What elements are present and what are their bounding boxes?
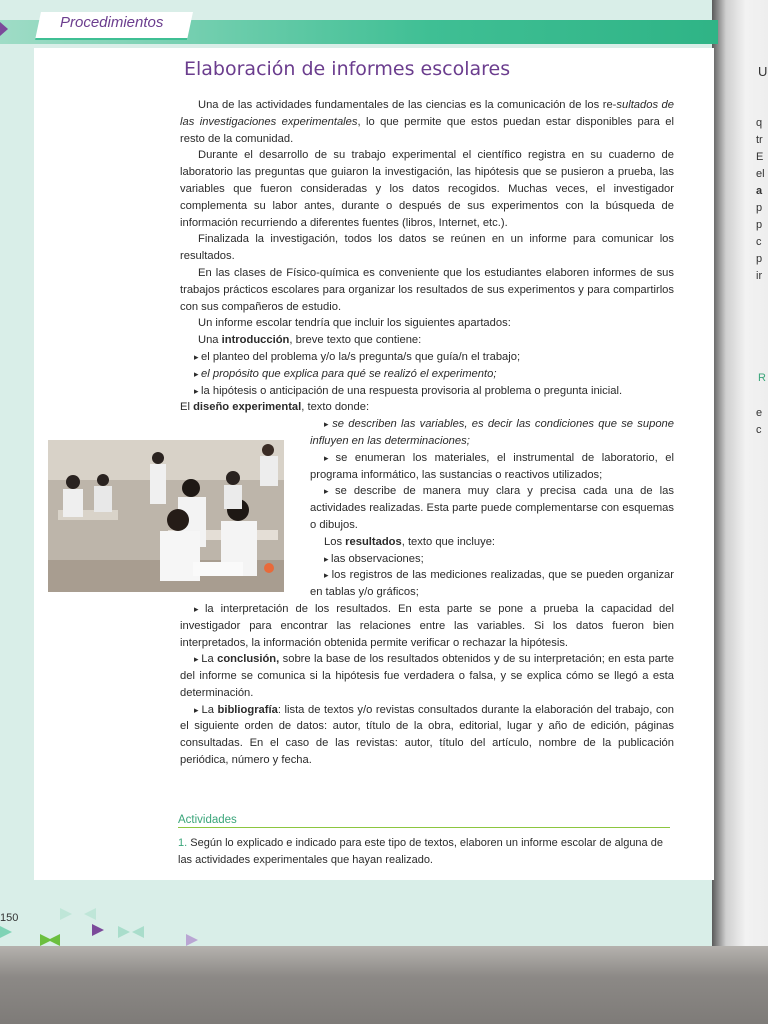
- list-item: ▸ el planteo del problema y/o la/s pregunta/s que guía/n el trabajo;: [180, 349, 674, 366]
- adjacent-letter: a: [756, 185, 763, 197]
- paragraph: Una de las actividades fundamentales de las ciencias es la comunicación de los re-sultados de las investigaciones experimentales, lo que permite que estos puedan estar disponibles para el resto de la comunidad.: [180, 99, 674, 145]
- activity-number: 1.: [178, 837, 188, 849]
- adjacent-letter: U: [758, 64, 768, 79]
- activities-title: Actividades: [178, 814, 670, 828]
- adjacent-letter: c: [756, 236, 762, 248]
- adjacent-letter: e: [756, 407, 763, 419]
- paragraph: Un informe escolar tendría que incluir los siguientes apartados:: [198, 317, 511, 330]
- adjacent-letter: tr: [756, 134, 763, 146]
- adjacent-letter: E: [756, 151, 764, 163]
- adjacent-page-edge: [712, 0, 768, 950]
- conclusion-item: ▸ La conclusión, sobre la base de los resultados obtenidos y de su interpretación; en esta parte del informe se comunica si la hipótesis fue verdadera o falsa, y se explica cómo se llegó a esta determinación.: [180, 651, 674, 701]
- paragraph: Finalizada la investigación, todos los datos se reúnen en un informe para comunicar los resultados.: [180, 233, 674, 263]
- list-item: ▸ los registros de las mediciones realizadas, que se pueden organizar en tablas y/o gráficos;: [310, 567, 674, 601]
- page-title: Elaboración de informes escolares: [184, 58, 511, 80]
- results-heading: Los resultados, texto que incluye:: [324, 535, 496, 548]
- adjacent-letter: c: [756, 424, 762, 436]
- list-item: ▸ se describen las variables, es decir las condiciones que se supone influyen en las determinaciones;: [310, 416, 674, 450]
- list-item: ▸ se enumeran los materiales, el instrumental de laboratorio, el programa informático, las sustancias o reactivos utilizados;: [310, 450, 674, 484]
- list-item: ▸ se describe de manera muy clara y precisa cada una de las actividades realizadas. Esta parte puede complementarse con esquemas o dibujos.: [310, 483, 674, 533]
- activity-item: [178, 835, 664, 869]
- page-bottom-shadow: [0, 946, 768, 1024]
- adjacent-letter: ir: [756, 270, 763, 282]
- list-item: ▸ la interpretación de los resultados. En esta parte se pone a prueba la capacidad del investigador para encontrar las relaciones entre las variables. Si los datos fueron bien interpretados, la información obtenida permite verificar o rechazar la hipótesis.: [180, 601, 674, 651]
- design-block: [310, 416, 674, 601]
- list-item: ▸ las observaciones;: [310, 551, 674, 568]
- activity-text: Según lo explicado e indicado para este tipo de textos, elaboren un informe escolar de alguna de las actividades experimentales que hayan realizado.: [178, 837, 663, 866]
- paragraph: En las clases de Físico-química es conveniente que los estudiantes elaboren informes de sus trabajos prácticos escolares para organizar los resultados de sus experimentos y para compartirlos con sus compañeros de estudio.: [180, 266, 674, 313]
- adjacent-letter: R: [758, 372, 766, 384]
- bibliography-item: ▸ La bibliografía: lista de textos y/o revistas consultados durante la elaboración del trabajo, con el siguiente orden de datos: autor, título de la obra, editorial, lugar y año de edición, páginas consultadas. En el caso de las revistas: autor, título del artículo, nombre de la publicación periódica, número y fecha.: [180, 702, 674, 769]
- body-text: [180, 97, 674, 769]
- header-arrow-icon: [0, 22, 8, 36]
- paragraph: Durante el desarrollo de su trabajo experimental el científico registra en su cuaderno de laboratorio las preguntas que guiaron la investigación, las hipótesis que se pusieron a prueba, las variables que fueron consideradas y los datos recogidos. Muchas veces, el investigador complementa su labor antes, durante o después de sus experimentos con la búsqueda de información recurriendo a diferentes fuentes (libros, Internet, etc.).: [180, 149, 674, 229]
- adjacent-letter: p: [756, 253, 763, 265]
- adjacent-letter: p: [756, 219, 763, 231]
- list-item: ▸ el propósito que explica para qué se realizó el experimento;: [180, 366, 674, 383]
- adjacent-letter: p: [756, 202, 763, 214]
- page-number: 150: [0, 912, 19, 924]
- adjacent-letter: q: [756, 117, 763, 129]
- intro-heading: Una introducción, breve texto que contiene:: [198, 334, 422, 347]
- list-item: ▸ la hipótesis o anticipación de una respuesta provisoria al problema o pregunta inicial.: [180, 383, 674, 400]
- section-label: Procedimientos: [60, 14, 164, 31]
- design-heading: El diseño experimental, texto donde:: [180, 401, 370, 414]
- adjacent-letter: el: [756, 168, 765, 180]
